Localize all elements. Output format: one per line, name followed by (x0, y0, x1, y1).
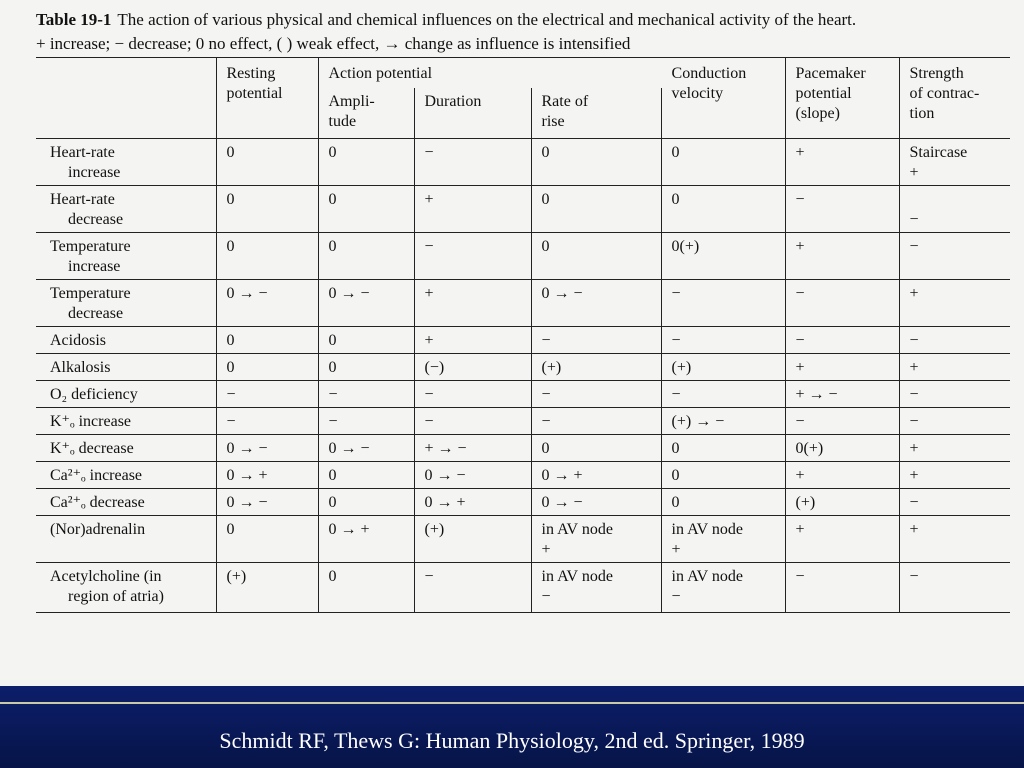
cell-conduction: (+) (661, 354, 785, 381)
cell-strength: − (909, 494, 919, 511)
cell-influence: Ca²⁺ₒ increase (36, 462, 216, 489)
cell-rise: − (531, 381, 661, 408)
cell-amplitude: − (318, 381, 414, 408)
cell-resting: 0 → − (216, 489, 318, 516)
cell-pacemaker: − (785, 327, 899, 354)
table-title: The action of various physical and chemical influences on the electrical and mechanical activity of the heart. (117, 10, 857, 29)
cell-influence: Temperature decrease (36, 280, 216, 327)
cell-amplitude: 0 (318, 563, 414, 613)
cell-resting: 0 (216, 354, 318, 381)
cell-duration: − (414, 381, 531, 408)
cell-amplitude: 0 (318, 354, 414, 381)
cell-influence: Ca²⁺ₒ decrease (36, 489, 216, 516)
cell-strength: + (909, 521, 919, 538)
cell-pacemaker: + (785, 139, 899, 186)
table-row (36, 408, 1010, 435)
cell-amplitude: − (318, 408, 414, 435)
cell-duration: (−) (414, 354, 531, 381)
citation: Schmidt RF, Thews G: Human Physiology, 2nd ed. Springer, 1989 (219, 728, 805, 753)
cell-rise: 0 (531, 139, 661, 186)
cell-duration: + (414, 280, 531, 327)
cell-rise: in AV node − (531, 563, 661, 613)
cell-strength: − (909, 332, 919, 349)
table-body (36, 139, 1010, 613)
cell-influence: Acetylcholine (in region of atria) (36, 563, 216, 613)
cell-amplitude: 0 (318, 186, 414, 233)
table-row (36, 563, 1010, 613)
cell-duration: 0 → − (414, 462, 531, 489)
cell-resting: 0 (216, 139, 318, 186)
cell-strength: + (909, 467, 919, 484)
cell-duration: + → − (414, 435, 531, 462)
cell-strength: − (909, 568, 919, 585)
header-amplitude: Ampli- tude (318, 88, 414, 139)
header-duration: Duration (414, 88, 531, 139)
header-conduction-velocity: Conduction velocity (661, 58, 785, 139)
cell-rise: 0 → + (531, 462, 661, 489)
cell-resting: 0 (216, 186, 318, 233)
cell-resting: (+) (216, 563, 318, 613)
cell-strength: − (909, 413, 919, 430)
cell-pacemaker: + (785, 354, 899, 381)
cell-strength: + (909, 359, 919, 376)
table-row (36, 435, 1010, 462)
cell-duration: − (414, 563, 531, 613)
cell-amplitude: 0 → − (318, 280, 414, 327)
cell-influence: Temperature increase (36, 233, 216, 280)
cell-rise: − (531, 408, 661, 435)
table-row (36, 186, 1010, 233)
table-row (36, 516, 1010, 563)
cell-influence: (Nor)adrenalin (36, 516, 216, 563)
cell-strength: Staircase + (909, 144, 968, 181)
header-strength-of-contraction: Strength of contrac- tion (899, 58, 1010, 139)
header-action-potential: Action potential (318, 58, 661, 89)
cell-pacemaker: + → − (785, 381, 899, 408)
footer-band (0, 686, 1024, 768)
cell-rise: 0 (531, 186, 661, 233)
table-row (36, 233, 1010, 280)
cell-rise: − (531, 327, 661, 354)
cell-duration: 0 → + (414, 489, 531, 516)
cell-resting: 0 → − (216, 280, 318, 327)
cell-conduction: − (661, 280, 785, 327)
cell-strength: − (909, 211, 919, 228)
cell-conduction: (+) → − (661, 408, 785, 435)
cell-conduction: 0 (661, 462, 785, 489)
cell-conduction: 0 (661, 435, 785, 462)
cell-strength: + (909, 440, 919, 457)
cell-influence: Heart-rate decrease (36, 186, 216, 233)
cell-resting: 0 (216, 327, 318, 354)
cell-strength: + (909, 285, 919, 302)
cell-influence: O₂ deficiency (36, 381, 216, 408)
cell-conduction: 0 (661, 139, 785, 186)
cell-duration: + (414, 327, 531, 354)
cell-conduction: in AV node − (661, 563, 785, 613)
cell-resting: − (216, 381, 318, 408)
cell-rise: 0 (531, 435, 661, 462)
cell-duration: − (414, 233, 531, 280)
cell-influence: Heart-rate increase (36, 139, 216, 186)
cell-conduction: 0 (661, 489, 785, 516)
table-row (36, 280, 1010, 327)
table-row (36, 354, 1010, 381)
cell-conduction: − (661, 381, 785, 408)
cell-resting: 0 → − (216, 435, 318, 462)
cell-amplitude: 0 (318, 462, 414, 489)
cell-rise: (+) (531, 354, 661, 381)
cell-pacemaker: + (785, 233, 899, 280)
cell-influence: K⁺ₒ decrease (36, 435, 216, 462)
cell-conduction: in AV node + (661, 516, 785, 563)
cell-duration: − (414, 408, 531, 435)
cell-pacemaker: + (785, 516, 899, 563)
cell-conduction: 0(+) (661, 233, 785, 280)
cell-pacemaker: + (785, 462, 899, 489)
cell-pacemaker: − (785, 186, 899, 233)
cell-duration: (+) (414, 516, 531, 563)
cell-strength: − (909, 386, 919, 403)
cell-rise: 0 (531, 233, 661, 280)
cell-influence: Alkalosis (36, 354, 216, 381)
header-resting-potential: Resting potential (216, 58, 318, 139)
cell-pacemaker: 0(+) (785, 435, 899, 462)
table-number: Table 19-1 (36, 10, 112, 29)
header-rate-of-rise: Rate of rise (531, 88, 661, 139)
table-row (36, 139, 1010, 186)
table-row (36, 327, 1010, 354)
cell-amplitude: 0 (318, 489, 414, 516)
cell-amplitude: 0 → − (318, 435, 414, 462)
cell-rise: in AV node + (531, 516, 661, 563)
table-row (36, 381, 1010, 408)
cell-rise: 0 → − (531, 280, 661, 327)
cell-pacemaker: − (785, 563, 899, 613)
table-caption (36, 10, 1016, 30)
table-row (36, 462, 1010, 489)
header-pacemaker-potential: Pacemaker potential (slope) (785, 58, 899, 139)
cell-amplitude: 0 (318, 139, 414, 186)
cell-influence: K⁺ₒ increase (36, 408, 216, 435)
cell-duration: + (414, 186, 531, 233)
cell-conduction: − (661, 327, 785, 354)
cell-amplitude: 0 → + (318, 516, 414, 563)
header-influence (36, 58, 216, 139)
cell-conduction: 0 (661, 186, 785, 233)
cell-resting: 0 (216, 516, 318, 563)
footer-divider (0, 702, 1024, 704)
cell-influence: Acidosis (36, 327, 216, 354)
cell-resting: 0 → + (216, 462, 318, 489)
cell-rise: 0 → − (531, 489, 661, 516)
table-row (36, 489, 1010, 516)
cell-pacemaker: − (785, 408, 899, 435)
heart-influences-table (36, 57, 1010, 613)
table-legend: + increase; − decrease; 0 no effect, ( ) weak effect, → change as influence is intensified (36, 34, 631, 53)
cell-pacemaker: − (785, 280, 899, 327)
cell-resting: 0 (216, 233, 318, 280)
cell-pacemaker: (+) (785, 489, 899, 516)
cell-amplitude: 0 (318, 233, 414, 280)
cell-resting: − (216, 408, 318, 435)
cell-strength: − (909, 238, 919, 255)
cell-duration: − (414, 139, 531, 186)
cell-amplitude: 0 (318, 327, 414, 354)
